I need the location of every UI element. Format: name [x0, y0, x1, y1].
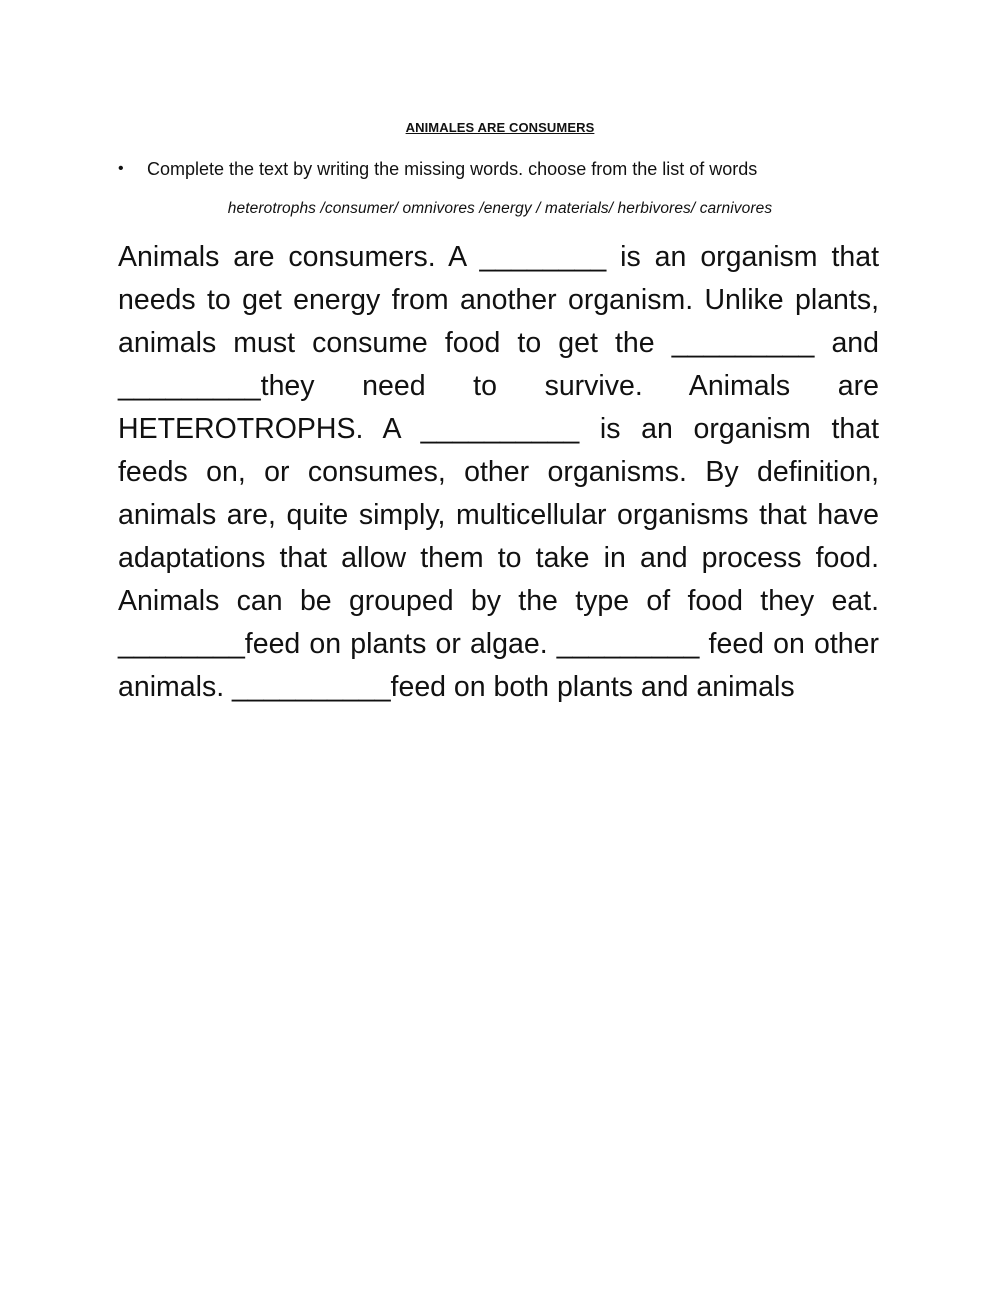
word-bank: heterotrophs /consumer/ omnivores /energy / materials/ herbivores/ carnivores: [227, 200, 773, 217]
bullet-icon: •: [118, 160, 124, 177]
instruction-text: Complete the text by writing the missing words. choose from the list of words: [147, 159, 758, 179]
worksheet-title: ANIMALES ARE CONSUMERS: [405, 120, 595, 135]
fill-in-paragraph: Animals are consumers. A ________ is an organism that needs to get energy from another organism. Unlike plants, animals must consume food to get the _________ and _________they need to survive. Animals are HETEROTROPHS. A __________ is an organism that feeds on, or consumes, other organisms. By definition, animals are, quite simply, multicellular organisms that have adaptations that allow them to take in and process food. Animals can be grouped by the type of food they eat. ________feed on plants or algae. _________ feed on other animals. __________feed on both plants and animals: [118, 241, 879, 703]
